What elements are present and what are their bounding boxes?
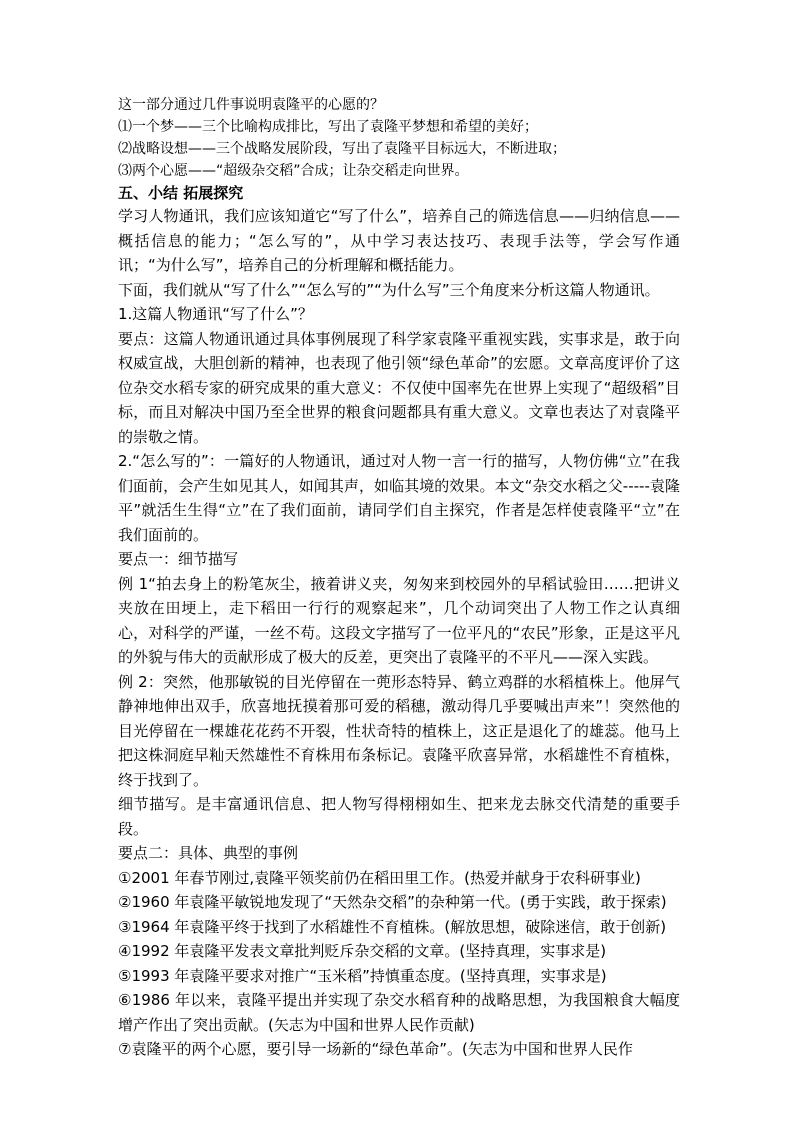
list-item: ③1964 年袁隆平终于找到了水稻雄性不育植株。(解放思想，破除迷信，敢于创新) bbox=[118, 917, 667, 936]
list-item: ⑦袁隆平的两个心愿，要引导一场新的“绿色革命”。(矢志为中国和世界人民作 bbox=[118, 1040, 633, 1058]
intro-point-1: ⑴一个梦——三个比喻构成排比，写出了袁隆平梦想和希望的美好； bbox=[118, 119, 538, 135]
answer-1: 要点：这篇人物通讯通过具体事例展现了科学家袁隆平重视实践，实事求是，敢于向权威宣战，大胆创新的精神，也表现了他引领“绿色革命”的宏愿。文章高度评价了这位杂交水稻专家的研究成果的重大意义：不仅使中国率先在世界上实现了“超级稻”目标，而且对解决中国乃至全世界的粮食问题都具有重大意义。文章也表达了对袁隆平的崇敬之情。 bbox=[118, 329, 680, 446]
example-2: 例 2：突然，他那敏锐的目光停留在一蔸形态特异、鹤立鸡群的水稻植株上。他屏气静神地伸出双手，欣喜地抚摸着那可爱的稻穗，激动得几乎要喊出声来”！突然他的目光停留在一棵雄花花药不开裂，性状奇特的植株上，这正是退化了的雄蕊。他马上把这株洞庭早籼天然雄性不育株用布条标记。袁隆平欣喜异常，水稻雄性不育植株，终于找到了。 bbox=[118, 672, 680, 789]
summary-paragraph: 学习人物通讯，我们应该知道它“写了什么”，培养自己的筛选信息——归纳信息——概括信息的能力；“怎么写的”，从中学习表达技巧、表现手法等，学会写作通讯；“为什么写”，培养自己的分析理解和概括能力。 bbox=[118, 207, 680, 274]
point-2-title: 要点二：具体、典型的事例 bbox=[118, 844, 299, 862]
list-item: ①2001 年春节刚过,袁隆平领奖前仍在稻田里工作。(热爱并献身于农科研事业) bbox=[118, 868, 641, 887]
question-1: 1.这篇人物通讯“写了什么”？ bbox=[118, 305, 313, 323]
list-item: ⑤1993 年袁隆平要求对推广“玉米稻”持慎重态度。(坚持真理，实事求是) bbox=[118, 966, 607, 985]
example-1: 例 1“拍去身上的粉笔灰尘，掖着讲义夹，匆匆来到校园外的早稻试验田……把讲义夹放在田埂上，走下稻田一行行的观察起来”，几个动词突出了人物工作之认真细心，对科学的严谨，一丝不苟。这段文字描写了一位平凡的“农民”形象，正是这平凡的外貌与伟大的贡献形成了极大的反差，更突出了袁隆平的不平凡——深入实践。 bbox=[118, 574, 680, 666]
section-heading: 五、小结 拓展探究 bbox=[118, 184, 244, 202]
document-page bbox=[118, 94, 680, 1062]
list-item: ②1960 年袁隆平敏锐地发现了“天然杂交稻”的杂种第一代。(勇于实践，敢于探索) bbox=[118, 893, 667, 911]
intro-point-2: ⑵战略设想——三个战略发展阶段，写出了袁隆平目标远大，不断进取； bbox=[118, 141, 566, 157]
transition-paragraph: 下面，我们就从“写了什么”“怎么写的”“为什么写”三个角度来分析这篇人物通讯。 bbox=[118, 280, 660, 299]
intro-point-3: ⑶两个心愿——“超级杂交稻”合成；让杂交稻走向世界。 bbox=[118, 163, 469, 179]
events-list bbox=[118, 866, 680, 1062]
detail-note: 细节描写。是丰富通讯信息、把人物写得栩栩如生、把来龙去脉交代清楚的重要手段。 bbox=[118, 795, 680, 838]
question-2: 2.“怎么写的”：一篇好的人物通讯，通过对人物一言一行的描写，人物仿佛“立”在我们面前，会产生如见其人，如闻其声，如临其境的效果。本文“杂交水稻之父-----袁隆平”就活生生得“立”在了我们面前，请同学们自主探究，作者是怎样使袁隆平“立”在我们面前的。 bbox=[118, 452, 680, 544]
intro-question: 这一部分通过几件事说明袁隆平的心愿的？ bbox=[118, 97, 384, 113]
list-item: ④1992 年袁隆平发表文章批判贬斥杂交稻的文章。(坚持真理，实事求是) bbox=[118, 942, 607, 960]
list-item: ⑥1986 年以来，袁隆平提出并实现了杂交水稻育种的战略思想，为我国粮食大幅度增产作出了突出贡献。(矢志为中国和世界人民作贡献) bbox=[118, 991, 680, 1034]
point-1-title: 要点一：细节描写 bbox=[118, 550, 239, 568]
